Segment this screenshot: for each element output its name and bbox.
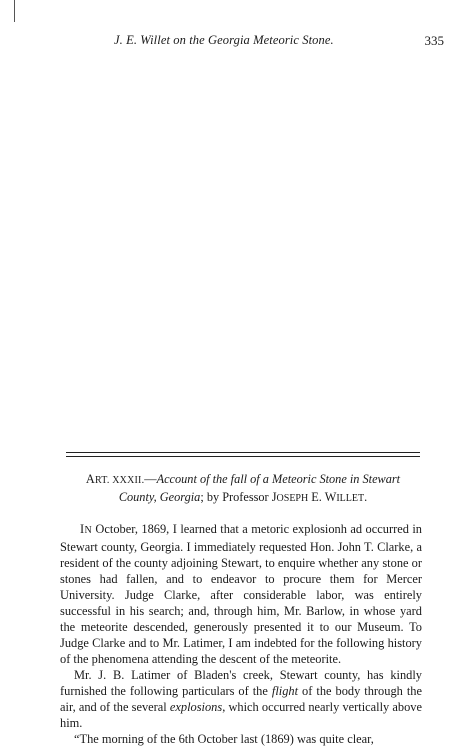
emphasis-flight: flight [271, 684, 299, 698]
running-title: J. E. Willet on the Georgia Meteoric Stone. [114, 33, 334, 47]
article-title: Account of the fall of a Meteoric Stone in Stewart County, Georgia [118, 472, 401, 504]
section-rule-top [66, 452, 420, 453]
section-rule-bottom [66, 456, 420, 457]
article-number-separator: — [144, 472, 157, 486]
paragraph-2: Mr. J. B. Latimer of Bladen's creek, Stewart county, has kindly furnished the following particulars of the flight of the body through the air, and of the several explosions, which occurred nearly vertically above him. [60, 668, 422, 730]
article-heading [66, 471, 420, 507]
article-body [60, 521, 422, 747]
paragraph-1 [60, 521, 422, 667]
article-author: JOSEPH E. WILLET. [271, 490, 368, 504]
paragraph-3: “The morning of the 6th October last (1869) was quite clear, [74, 732, 374, 746]
emphasis-explosions: explosions [169, 700, 223, 714]
paragraph-1-text: October, 1869, I learned that a metoric explosionh ad occurred in Stewart county, Georgia. I immediately requested Hon. John T. Clarke, a resident of the county adjoining Stewart, to enquire whether any stone or stones had fallen, and to endeavor to procure them for Mercer University. Judge Clarke, after considerable labor, was entirely successful in his search; and, through him, Mr. Barlow, in whose yard the meteorite descended, generously presented it to our Museum. To Judge Clarke and to Mr. Latimer, I am indebted for the following history of the phenomena attending the descent of the meteorite. [60, 522, 422, 666]
margin-mark [14, 0, 15, 22]
paragraph-1-opening: IN [80, 522, 92, 536]
running-head [64, 33, 444, 51]
page-number: 335 [424, 33, 444, 48]
article-byline-prefix: ; by Professor [200, 490, 272, 504]
article-number: ART. XXXII. [85, 472, 145, 486]
